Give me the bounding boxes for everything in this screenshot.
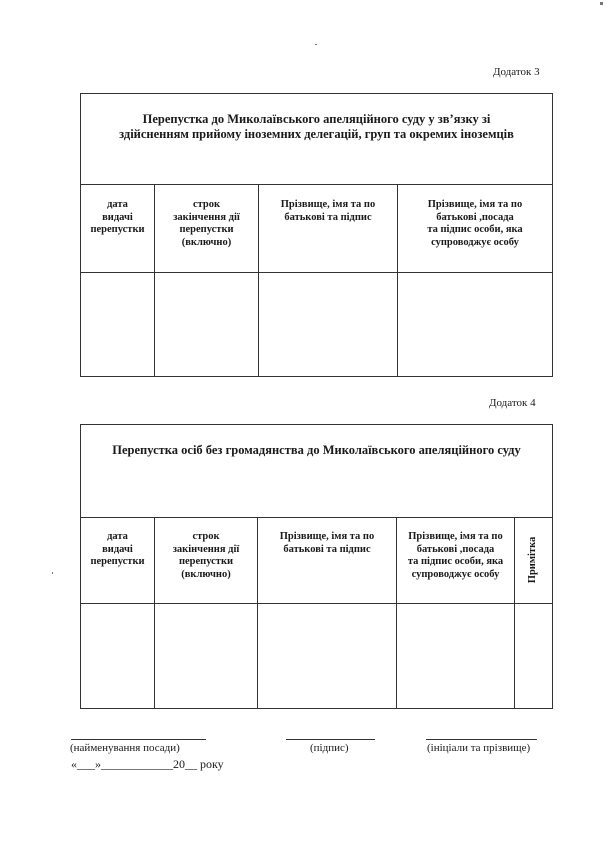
annex-4-col-note: Примітка: [527, 536, 538, 584]
date-line: «___»____________20__ року: [71, 757, 224, 771]
annex-4-col-divider: [514, 517, 515, 708]
annex-3-col-escort: Прізвище, імя та по батькові ,посада та підпис особи, яка супроводжує особу: [427, 199, 523, 248]
annex-3-col-expiry: строк закінчення дії перепустки (включно): [173, 199, 240, 248]
scan-mark: [315, 44, 317, 45]
annex-4-header-top-line: [81, 517, 552, 518]
annex-3-form: [80, 93, 553, 377]
annex-3-header-top-line: [81, 184, 552, 185]
scan-mark: [52, 572, 53, 574]
annex-4-col-name-signature: Прізвище, імя та по батькові та підпис: [279, 531, 375, 555]
annex-3-label: Додаток 3: [493, 66, 540, 78]
position-label: (найменування посади): [70, 742, 180, 754]
annex-4-label: Додаток 4: [489, 397, 536, 409]
annex-3-header-bottom-line: [81, 272, 552, 273]
annex-3-title-line-1: Перепустка до Миколаївського апеляційного суду у зв’язку зі: [142, 112, 491, 126]
annex-4-col-escort: Прізвище, імя та по батькові ,посада та підпис особи, яка супроводжує особу: [407, 531, 504, 580]
signature-label: (підпис): [310, 742, 349, 754]
annex-3-title: [81, 112, 552, 142]
annex-4-form: [80, 424, 553, 709]
annex-4-col-expiry: строк закінчення дії перепустки (включно): [172, 531, 240, 580]
annex-4-header-bottom-line: [81, 603, 552, 604]
annex-3-col-issue-date: дата видачі перепустки: [90, 199, 145, 235]
annex-3-title-line-2: здійсненням прийому іноземних делегацій, груп та окремих іноземців: [119, 127, 514, 141]
position-line: [71, 739, 206, 740]
scan-mark: [600, 2, 603, 5]
annex-4-col-issue-date: дата видачі перепустки: [90, 531, 145, 567]
annex-3-col-name-signature: Прізвище, імя та по батькові та підпис: [280, 199, 376, 223]
name-label: (ініціали та прізвище): [427, 742, 531, 754]
signature-line: [286, 739, 375, 740]
annex-4-title: Перепустка осіб без громадянства до Миколаївського апеляційного суду: [112, 443, 521, 457]
name-line: [426, 739, 537, 740]
